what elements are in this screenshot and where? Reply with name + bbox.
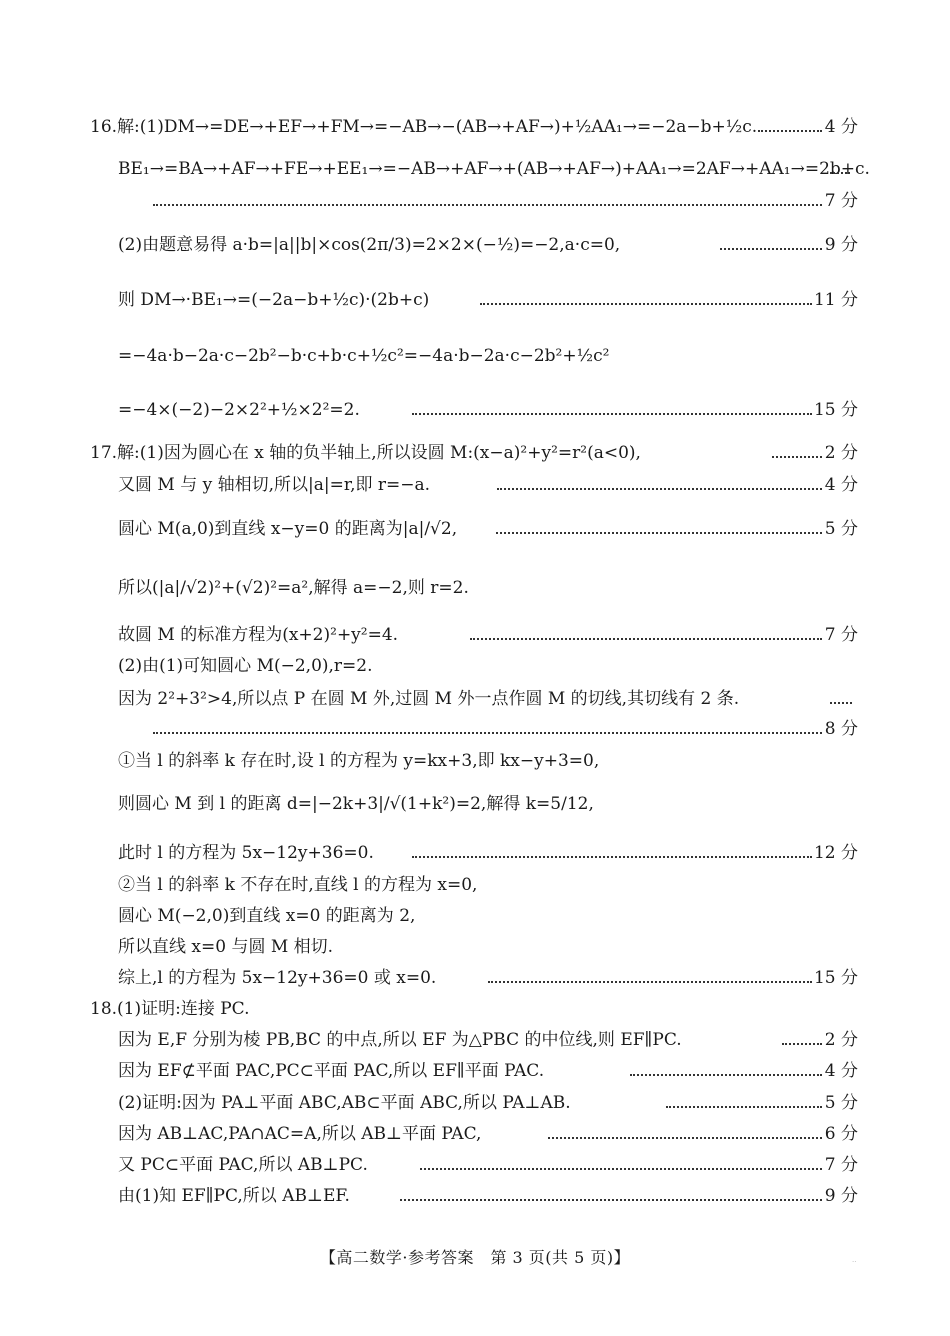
answer-line <box>0 869 950 901</box>
score-label: 8 分 <box>824 719 858 739</box>
line-text: 则圆心 M 到 l 的距离 d=|−2k+3|/√(1+k²)=2,解得 k=5/12, <box>118 794 594 814</box>
leader-dots <box>488 962 812 983</box>
answer-line <box>0 340 950 372</box>
corner-mark: ·· <box>852 1258 857 1266</box>
score-label: 4 分 <box>824 117 858 137</box>
answer-line <box>0 993 950 1025</box>
line-text: =−4a·b−2a·c−2b²−b·c+b·c+½c²=−4a·b−2a·c−2b²+½c² <box>118 346 610 366</box>
line-text: 又圆 M 与 y 轴相切,所以|a|=r,即 r=−a. <box>118 475 431 495</box>
score-label: 2 分 <box>824 443 858 463</box>
line-text: (2)证明:因为 PA⊥平面 ABC,AB⊂平面 ABC,所以 PA⊥AB. <box>118 1093 571 1113</box>
line-text: 因为 2²+3²>4,所以点 P 在圆 M 外,过圆 M 外一点作圆 M 的切线,其切线有 2 条. <box>118 689 740 709</box>
answer-line <box>0 111 950 143</box>
answer-line <box>0 1087 950 1119</box>
line-text: (2)由(1)可知圆心 M(−2,0),r=2. <box>118 656 373 676</box>
score-label: 12 分 <box>813 843 858 863</box>
answer-line <box>0 513 950 545</box>
leader-dots <box>400 1180 822 1201</box>
line-text: BE₁→=BA→+AF→+FE→+EE₁→=−AB→+AF→+(AB→+AF→)+AA₁→=2AF→+AA₁→=2b+c. <box>118 159 870 179</box>
leader-dots <box>420 1149 822 1170</box>
leader-dots <box>548 1118 822 1139</box>
answer-line <box>0 900 950 932</box>
line-text: 此时 l 的方程为 5x−12y+36=0. <box>118 843 374 863</box>
leader-dots <box>496 513 822 534</box>
answer-line <box>0 931 950 963</box>
leader-dots <box>758 111 822 132</box>
answer-line <box>0 650 950 682</box>
score-label: 5 分 <box>824 519 858 539</box>
answer-line <box>0 1055 950 1087</box>
leader-dots <box>772 437 822 458</box>
score-label: 2 分 <box>824 1030 858 1050</box>
leader-dots <box>153 713 822 734</box>
answer-line <box>0 394 950 426</box>
leader-dots <box>497 469 822 490</box>
score-label: 11 分 <box>813 290 858 310</box>
answer-line <box>0 1180 950 1212</box>
page-footer: 【高二数学·参考答案 第 3 页(共 5 页)】 <box>319 1248 631 1267</box>
answer-line <box>0 284 950 316</box>
answer-line <box>0 745 950 777</box>
score-label: 15 分 <box>813 968 858 988</box>
line-text: 综上,l 的方程为 5x−12y+36=0 或 x=0. <box>118 968 437 988</box>
answer-line <box>0 962 950 994</box>
line-text: 故圆 M 的标准方程为(x+2)²+y²=4. <box>118 625 399 645</box>
line-text: 圆心 M(−2,0)到直线 x=0 的距离为 2, <box>118 906 416 926</box>
leader-dots <box>666 1087 822 1108</box>
leader-dots <box>412 394 812 415</box>
line-text: 所以直线 x=0 与圆 M 相切. <box>118 937 334 957</box>
line-text: 圆心 M(a,0)到直线 x−y=0 的距离为|a|/√2, <box>118 519 458 539</box>
line-text: 18.(1)证明:连接 PC. <box>90 999 250 1019</box>
line-text: (2)由题意易得 a·b=|a||b|×cos(2π/3)=2×2×(−½)=−2,a·c=0, <box>118 235 621 255</box>
answer-line <box>0 788 950 820</box>
leader-dots <box>470 619 822 640</box>
answer-line <box>0 1149 950 1181</box>
score-label: 7 分 <box>824 625 858 645</box>
leader-dots <box>830 683 852 704</box>
answer-line <box>0 683 950 715</box>
score-label: 7 分 <box>824 191 858 211</box>
line-text: 因为 EF⊄平面 PAC,PC⊂平面 PAC,所以 EF∥平面 PAC. <box>118 1061 545 1081</box>
score-label: 5 分 <box>824 1093 858 1113</box>
answer-line <box>0 619 950 651</box>
line-text: 17.解:(1)因为圆心在 x 轴的负半轴上,所以设圆 M:(x−a)²+y²=r²(a<0), <box>90 443 641 463</box>
line-text: 因为 E,F 分别为棱 PB,BC 的中点,所以 EF 为△PBC 的中位线,则 EF∥PC. <box>118 1030 682 1050</box>
leader-dots <box>480 284 812 305</box>
answer-line <box>0 1024 950 1056</box>
leader-dots <box>412 837 812 858</box>
leader-dots <box>630 1055 822 1076</box>
line-text: 16.解:(1)DM→=DE→+EF→+FM→=−AB→−(AB→+AF→)+½AA₁→=−2a−b+½c. <box>90 117 758 137</box>
leader-dots <box>153 185 822 206</box>
answer-line <box>0 1118 950 1150</box>
line-text: ②当 l 的斜率 k 不存在时,直线 l 的方程为 x=0, <box>118 875 478 895</box>
answer-line <box>0 713 950 745</box>
leader-dots <box>782 1024 822 1045</box>
leader-dots <box>830 153 850 174</box>
answer-line <box>0 572 950 604</box>
answer-line <box>0 229 950 261</box>
line-text: 由(1)知 EF∥PC,所以 AB⊥EF. <box>118 1186 350 1206</box>
score-label: 7 分 <box>824 1155 858 1175</box>
score-label: 4 分 <box>824 475 858 495</box>
score-label: 4 分 <box>824 1061 858 1081</box>
answer-line <box>0 185 950 217</box>
answer-line <box>0 469 950 501</box>
score-label: 6 分 <box>824 1124 858 1144</box>
line-text: 因为 AB⊥AC,PA∩AC=A,所以 AB⊥平面 PAC, <box>118 1124 482 1144</box>
leader-dots <box>720 229 822 250</box>
score-label: 9 分 <box>824 235 858 255</box>
line-text: 又 PC⊂平面 PAC,所以 AB⊥PC. <box>118 1155 368 1175</box>
score-label: 15 分 <box>813 400 858 420</box>
line-text: 则 DM→·BE₁→=(−2a−b+½c)·(2b+c) <box>118 290 430 310</box>
answer-line <box>0 437 950 469</box>
answer-line <box>0 837 950 869</box>
line-text: ①当 l 的斜率 k 存在时,设 l 的方程为 y=kx+3,即 kx−y+3=0, <box>118 751 600 771</box>
line-text: =−4×(−2)−2×2²+½×2²=2. <box>118 400 360 420</box>
score-label: 9 分 <box>824 1186 858 1206</box>
line-text: 所以(|a|/√2)²+(√2)²=a²,解得 a=−2,则 r=2. <box>118 578 469 598</box>
answer-line <box>0 153 950 185</box>
